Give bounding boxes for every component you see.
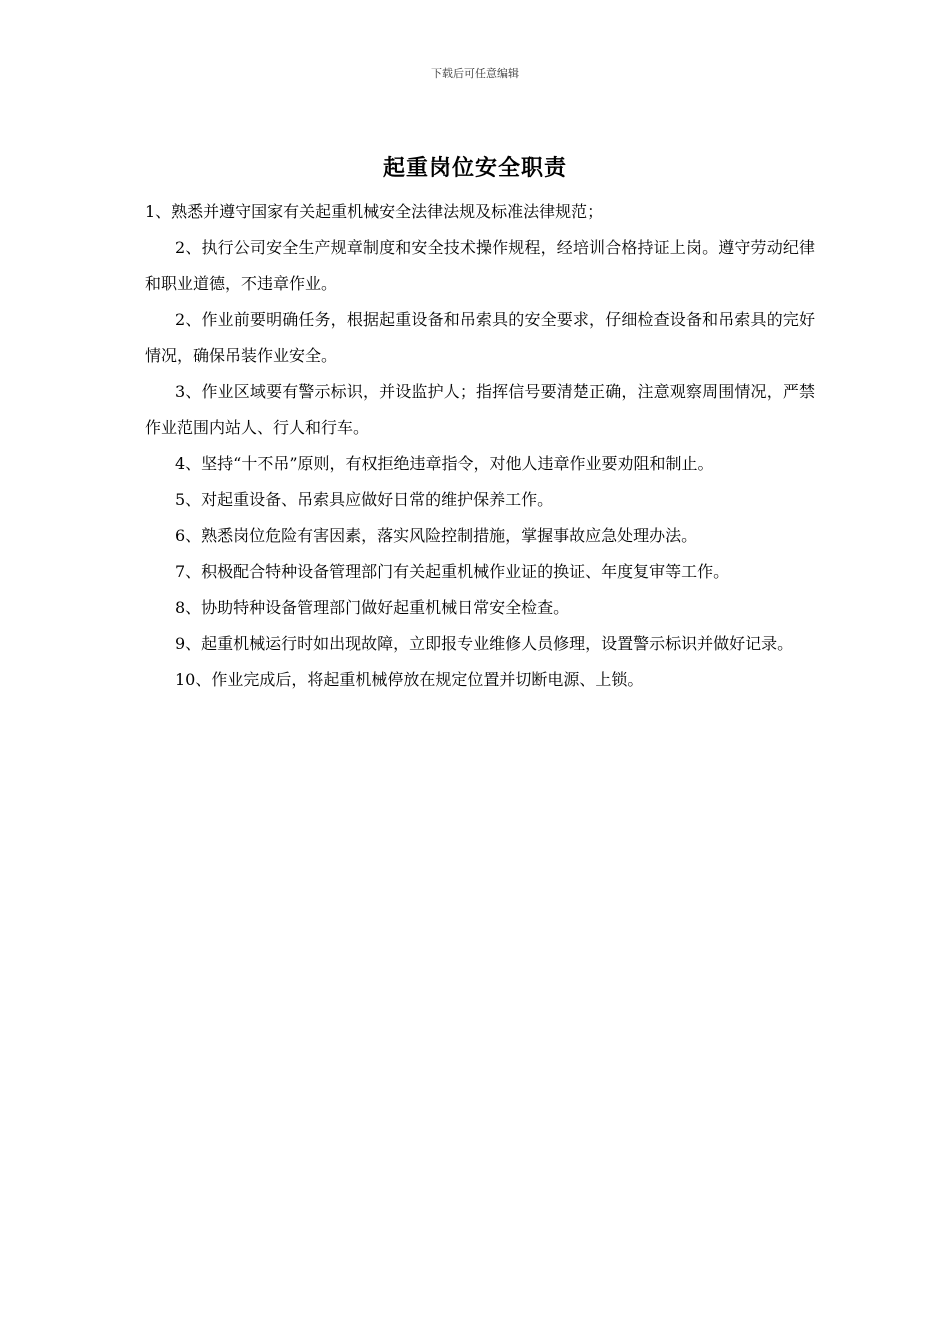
paragraph-1: 1、熟悉并遵守国家有关起重机械安全法律法规及标准法律规范；	[145, 202, 604, 221]
paragraph-9: 8、协助特种设备管理部门做好起重机械日常安全检查。	[175, 598, 570, 617]
paragraph-10: 9、起重机械运行时如出现故障，立即报专业维修人员修理，设置警示标识并做好记录。	[175, 634, 794, 653]
document-body	[145, 194, 815, 698]
paragraph-8: 7、积极配合特种设备管理部门有关起重机械作业证的换证、年度复审等工作。	[175, 562, 730, 581]
paragraph-11: 10、作业完成后，将起重机械停放在规定位置并切断电源、上锁。	[175, 670, 644, 689]
paragraph-5: 4、坚持“十不吊”原则，有权拒绝违章指令，对他人违章作业要劝阻和制止。	[175, 454, 714, 473]
paragraph-4: 3、作业区域要有警示标识，并设监护人；指挥信号要清楚正确，注意观察周围情况，严禁作业范围内站人、行人和行车。	[145, 382, 815, 437]
header-note: 下载后可任意编辑	[431, 67, 519, 80]
document-title: 起重岗位安全职责	[382, 155, 567, 181]
paragraph-6: 5、对起重设备、吊索具应做好日常的维护保养工作。	[175, 490, 554, 509]
paragraph-7: 6、熟悉岗位危险有害因素，落实风险控制措施，掌握事故应急处理办法。	[175, 526, 698, 545]
paragraph-2: 2、执行公司安全生产规章制度和安全技术操作规程，经培训合格持证上岗。遵守劳动纪律和职业道德，不违章作业。	[145, 238, 815, 293]
paragraph-3: 2、作业前要明确任务，根据起重设备和吊索具的安全要求，仔细检查设备和吊索具的完好情况，确保吊装作业安全。	[145, 310, 815, 365]
